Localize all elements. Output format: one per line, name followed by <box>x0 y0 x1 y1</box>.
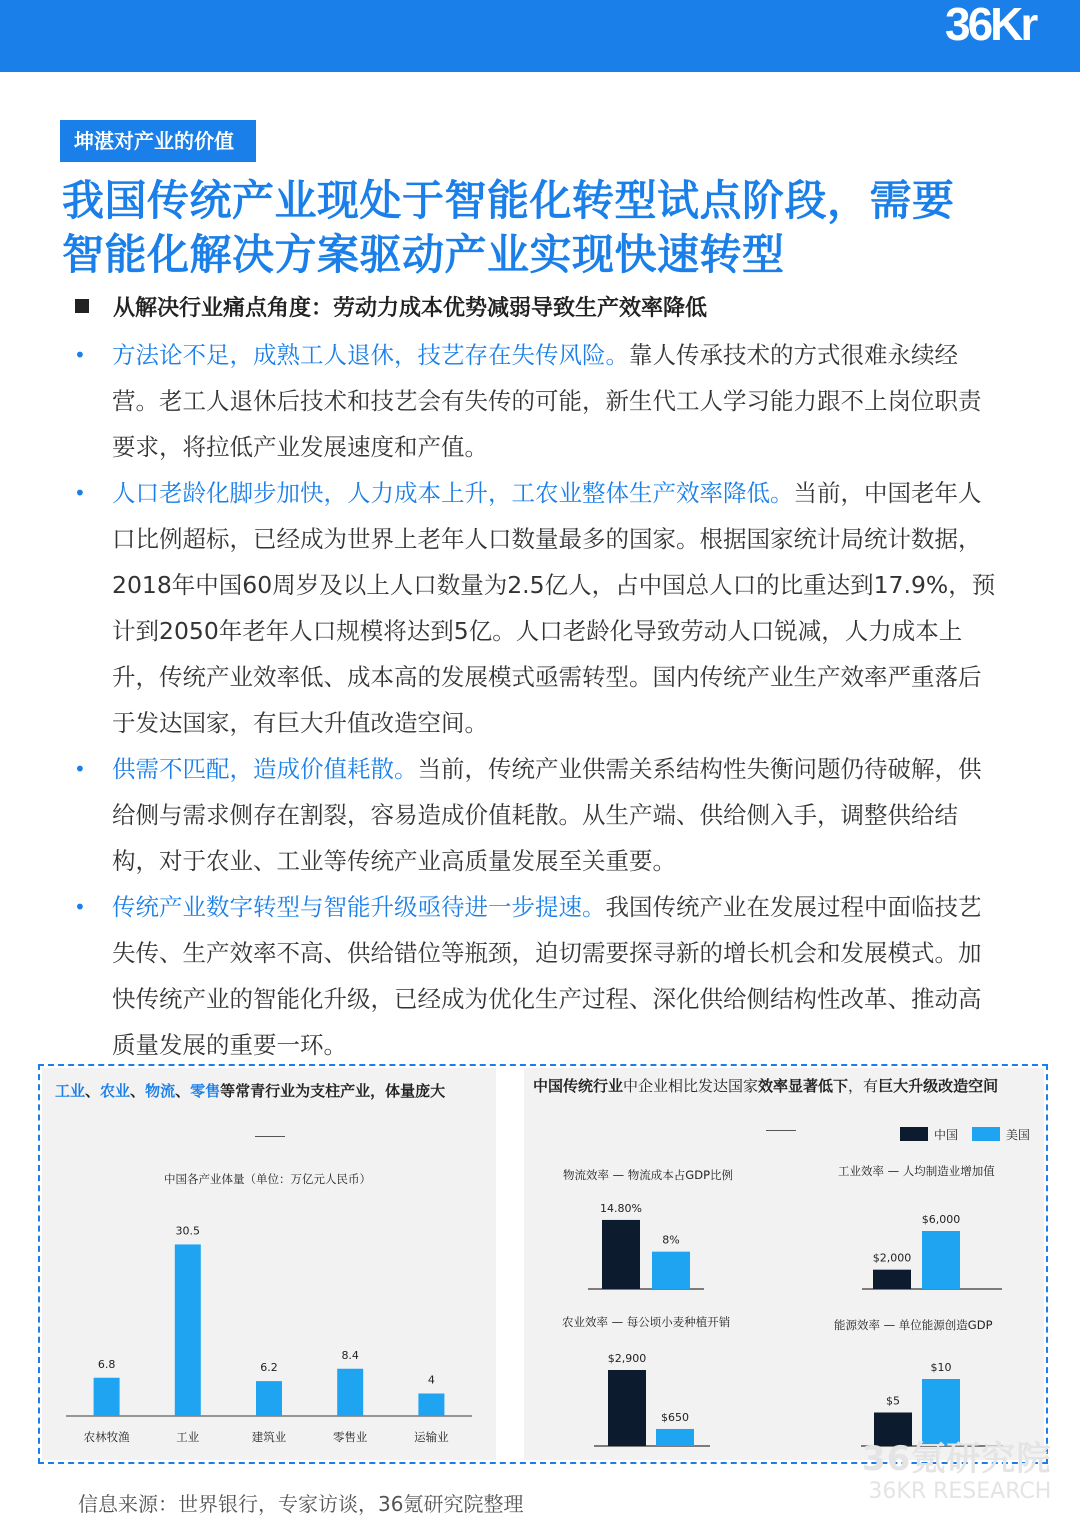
bar-usa <box>652 1252 690 1289</box>
bar-value-label: 6.2 <box>260 1361 278 1375</box>
title-line-1: 我国传统产业现处于智能化转型试点阶段，需要 <box>62 176 955 225</box>
bar-value-label: 6.8 <box>97 1357 116 1371</box>
title-text: ，有 <box>848 1077 879 1095</box>
small-chart-title: 工业效率 — 人均制造业增加值 <box>838 1164 995 1178</box>
title-text: 等常青行业为 <box>220 1082 311 1100</box>
bullet-text: 当前，中国老年人口比例超标，已经成为世界上老年人口数量最多的国家。根据国家统计局统计数据，2018年中国60周岁及以上人口数量为2.5亿人，占中国总人口的比重达到17.9%，预计到2050年老年人口规模将达到5亿。人口老龄化导致劳动人口锐减，人力成本上升，传统产业效率低、成本高的发展模式亟需转型。国内传统产业生产效率严重落后于发达国家，有巨大升值改造空间。 <box>112 479 996 737</box>
bullet-highlight: 传统产业数字转型与智能升级亟待进一步提速。 <box>112 893 606 921</box>
bullet-highlight: 人口老龄化脚步加快，人力成本上升，工农业整体生产效率降低。 <box>112 479 794 507</box>
small-chart-title: 物流效率 — 物流成本占GDP比例 <box>563 1168 734 1182</box>
title-space: 巨大升级改造空间 <box>878 1077 999 1095</box>
section-tag: 坤湛对产业的价值 <box>60 120 256 162</box>
title-retail: 零售 <box>190 1082 221 1100</box>
title-line-2: 智能化解决方案驱动产业实现快速转型 <box>62 230 785 279</box>
bullet-dot-icon: • <box>74 895 86 919</box>
source-note: 信息来源：世界银行，专家访谈，36氪研究院整理 <box>78 1492 524 1516</box>
legend-label: 中国 <box>934 1128 959 1142</box>
bar-1 <box>175 1244 201 1416</box>
logo-text: 36Kr <box>945 0 1036 50</box>
title-industry: 工业 <box>55 1082 86 1100</box>
bullet-dot-icon: • <box>74 481 86 505</box>
bar-value-label: $10 <box>930 1361 952 1374</box>
title-sep: 、 <box>175 1082 191 1100</box>
category-label: 零售业 <box>332 1430 368 1444</box>
bullet-text: 靠人传承技术的方式很难永续经营。老工人退休后技术和技艺会有失传的可能，新生代工人学习能力跟不上岗位职责要求，将拉低产业发展速度和产值。 <box>112 341 982 461</box>
bar-value-label: $2,900 <box>607 1352 647 1365</box>
section-heading-text: 从解决行业痛点角度：劳动力成本优势减弱导致生产效率降低 <box>113 296 708 321</box>
title-sep: 、 <box>130 1082 146 1100</box>
bar-usa <box>922 1231 960 1289</box>
watermark <box>862 1440 1051 1506</box>
bar-4 <box>418 1394 444 1417</box>
bar-3 <box>337 1369 363 1416</box>
title-text: 中企业相比发达国家 <box>623 1077 759 1095</box>
bar-value-label: 8% <box>662 1233 680 1247</box>
left-chart-subtitle: 中国各产业体量（单位：万亿元人民币） <box>164 1172 371 1186</box>
bullet-highlight: 供需不匹配，造成价值耗散。 <box>112 755 418 783</box>
bar-value-label: 8.4 <box>341 1348 359 1362</box>
title-agriculture: 农业 <box>100 1082 131 1100</box>
bar-value-label: 4 <box>427 1373 435 1387</box>
category-label: 工业 <box>176 1430 200 1444</box>
bullet-text: 当前，传统产业供需关系结构性失衡问题仍待破解，供给侧与需求侧存在割裂，容易造成价值耗散。从生产端、供给侧入手，调整供给结构，对于农业、工业等传统产业高质量发展至关重要。 <box>112 755 982 875</box>
title-logistics: 物流 <box>145 1082 176 1100</box>
bar-usa <box>656 1429 694 1446</box>
bar-value-label: 30.5 <box>175 1224 201 1238</box>
watermark-line-2: 36KR RESEARCH <box>868 1479 1052 1504</box>
bar-0 <box>94 1378 120 1416</box>
bar-china <box>608 1370 646 1446</box>
bar-value-label: $650 <box>661 1410 689 1424</box>
title-pillar: 支柱产业 <box>310 1082 371 1100</box>
title-sep: 、 <box>85 1082 101 1100</box>
bar-china <box>873 1270 911 1289</box>
title-efficiency: 效率显著低下 <box>758 1077 849 1095</box>
category-label: 农林牧渔 <box>83 1430 130 1444</box>
title-traditional: 中国传统行业 <box>533 1077 624 1095</box>
bar-value-label: 14.80% <box>600 1201 642 1215</box>
small-chart-title: 能源效率 — 单位能源创造GDP <box>834 1318 993 1332</box>
bar-value-label: $6,000 <box>921 1213 961 1226</box>
category-label: 运输业 <box>414 1430 449 1444</box>
category-label: 建筑业 <box>251 1430 287 1444</box>
bar-value-label: $2,000 <box>872 1251 912 1265</box>
bar-china <box>602 1220 640 1289</box>
bullet-text: 我国传统产业在发展过程中面临技艺失传、生产效率不高、供给错位等瓶颈，迫切需要探寻新的增长机会和发展模式。加快传统产业的智能化升级，已经成为优化生产过程、深化供给侧结构性改革、推动高质量发展的重要一环。 <box>112 893 982 1059</box>
watermark-line-1: 36氪研究院 <box>862 1439 1052 1479</box>
title-volume: 体量庞大 <box>385 1082 446 1100</box>
small-chart-title: 农业效率 — 每公顷小麦种植开销 <box>562 1315 731 1329</box>
bullet-highlight: 方法论不足，成熟工人退休，技艺存在失传风险。 <box>112 341 629 369</box>
bullet-dot-icon: • <box>74 343 86 367</box>
bar-usa <box>922 1379 960 1446</box>
legend-label: 美国 <box>1005 1128 1030 1142</box>
bar-value-label: $5 <box>886 1394 900 1408</box>
bullet-dot-icon: • <box>74 757 86 781</box>
title-sep: ， <box>370 1082 386 1100</box>
bar-2 <box>256 1381 282 1416</box>
